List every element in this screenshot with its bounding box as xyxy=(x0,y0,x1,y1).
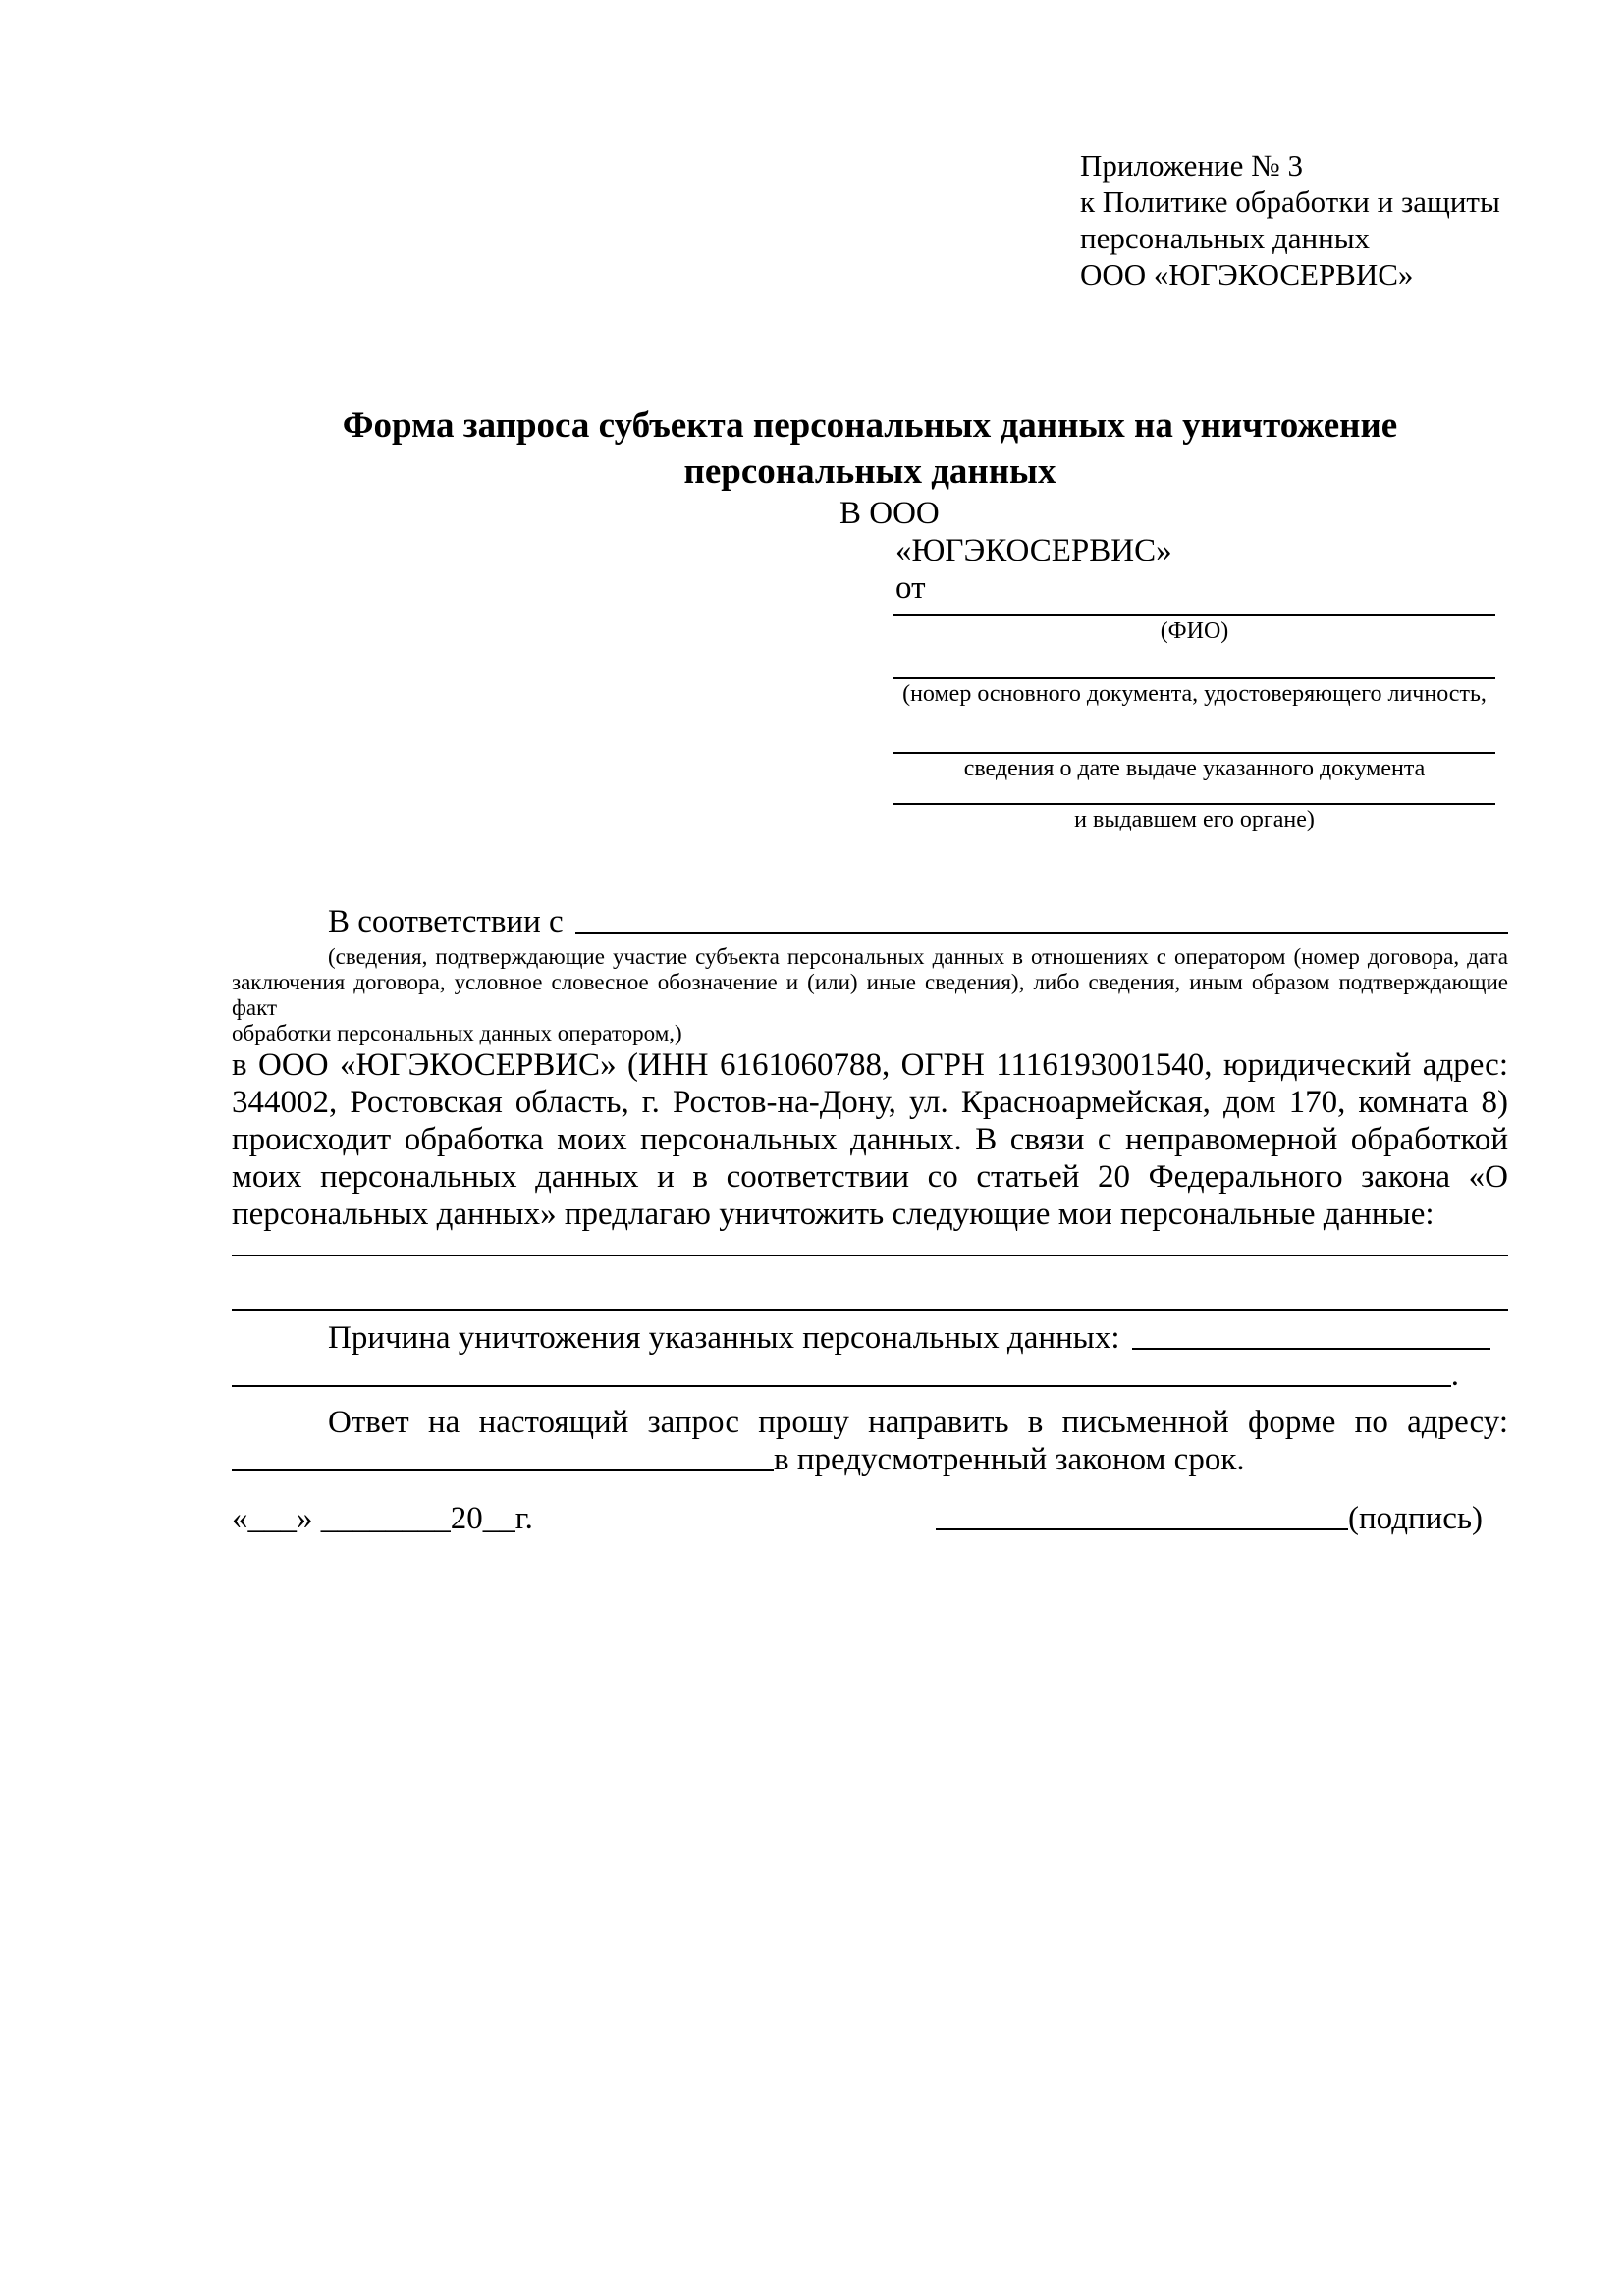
addressee-org-name: «ЮГЭКОСЕРВИС» xyxy=(895,533,1172,568)
personal-data-blank-line-1 xyxy=(232,1255,1508,1256)
appendix-header-line: персональных данных xyxy=(1080,221,1371,255)
request-body xyxy=(232,1046,1508,1233)
addressee-from-label: от xyxy=(895,570,926,606)
note-text xyxy=(232,944,1508,1046)
accordance-row xyxy=(232,903,1508,940)
date-field: «___» ________20__г. xyxy=(232,1501,533,1536)
issue-date-caption: сведения о дате выдаче указанного документа xyxy=(963,756,1426,781)
fio-caption: (ФИО) xyxy=(1160,618,1229,644)
reason-blank-line-2 xyxy=(232,1357,1451,1387)
reason-continuation-row xyxy=(232,1357,1508,1394)
note-line: (сведения, подтверждающие участие субъекта персональных данных в отношениях с оператором (номер договора, дата xyxy=(328,944,1508,969)
addressee-org-prefix: В ООО xyxy=(839,496,940,531)
addressee-block xyxy=(232,495,1508,607)
issuing-authority-caption: и выдавшем его органе) xyxy=(1074,807,1315,832)
accordance-blank-line xyxy=(575,903,1508,934)
reason-blank-line-1 xyxy=(1132,1319,1490,1350)
accordance-prefix: В соответствии с xyxy=(328,904,564,939)
answer-term-row xyxy=(232,1441,1508,1478)
date-signature-row xyxy=(232,1500,1508,1537)
request-body-line: происходит обработка моих персональных данных. В связи с неправомерной обработкой xyxy=(232,1122,1508,1157)
request-body-line: в ООО «ЮГЭКОСЕРВИС» (ИНН 6161060788, ОГРН 1116193001540, юридический адрес: xyxy=(232,1047,1508,1083)
page-content xyxy=(232,147,1508,1537)
signature-blank-line xyxy=(936,1500,1348,1530)
address-blank-line xyxy=(232,1441,774,1471)
personal-data-blank-line-2 xyxy=(232,1309,1508,1311)
form-title xyxy=(232,402,1508,495)
reason-period: . xyxy=(1450,1358,1459,1393)
answer-address-line: Ответ на настоящий запрос прошу направить в письменной форме по адресу: xyxy=(328,1405,1508,1440)
request-body-line: 344002, Ростовская область, г. Ростов-на-Дону, ул. Красноармейская, дом 170, комната 8) xyxy=(232,1085,1508,1120)
request-body-line: персональных данных» предлагаю уничтожить следующие мои персональные данные: xyxy=(232,1197,1435,1232)
reason-row xyxy=(232,1319,1508,1357)
note-line: заключения договора, условное словесное обозначение и (или) иные сведения), либо сведения, иным образом подтверждающие факт xyxy=(232,970,1508,1020)
request-body-line: моих персональных данных и в соответствии со статьей 20 Федерального закона «О xyxy=(232,1159,1508,1195)
document-number-caption: (номер основного документа, удостоверяющего личность, xyxy=(902,681,1487,707)
note-line: обработки персональных данных оператором,) xyxy=(232,1021,682,1045)
signature-area xyxy=(936,1500,1483,1537)
form-title-line-1: Форма запроса субъекта персональных данных на уничтожение xyxy=(342,405,1398,446)
appendix-header-line: Приложение № 3 xyxy=(1080,148,1303,183)
appendix-header xyxy=(1080,147,1508,293)
fill-in-block xyxy=(232,614,1508,834)
appendix-header-line: ООО «ЮГЭКОСЕРВИС» xyxy=(1080,257,1414,292)
signature-caption: (подпись) xyxy=(1348,1501,1483,1536)
appendix-header-line: к Политике обработки и защиты xyxy=(1080,185,1500,219)
form-title-line-2: персональных данных xyxy=(683,452,1056,492)
answer-term-text: в предусмотренный законом срок. xyxy=(774,1442,1245,1477)
reason-label: Причина уничтожения указанных персональных данных: xyxy=(328,1320,1120,1356)
